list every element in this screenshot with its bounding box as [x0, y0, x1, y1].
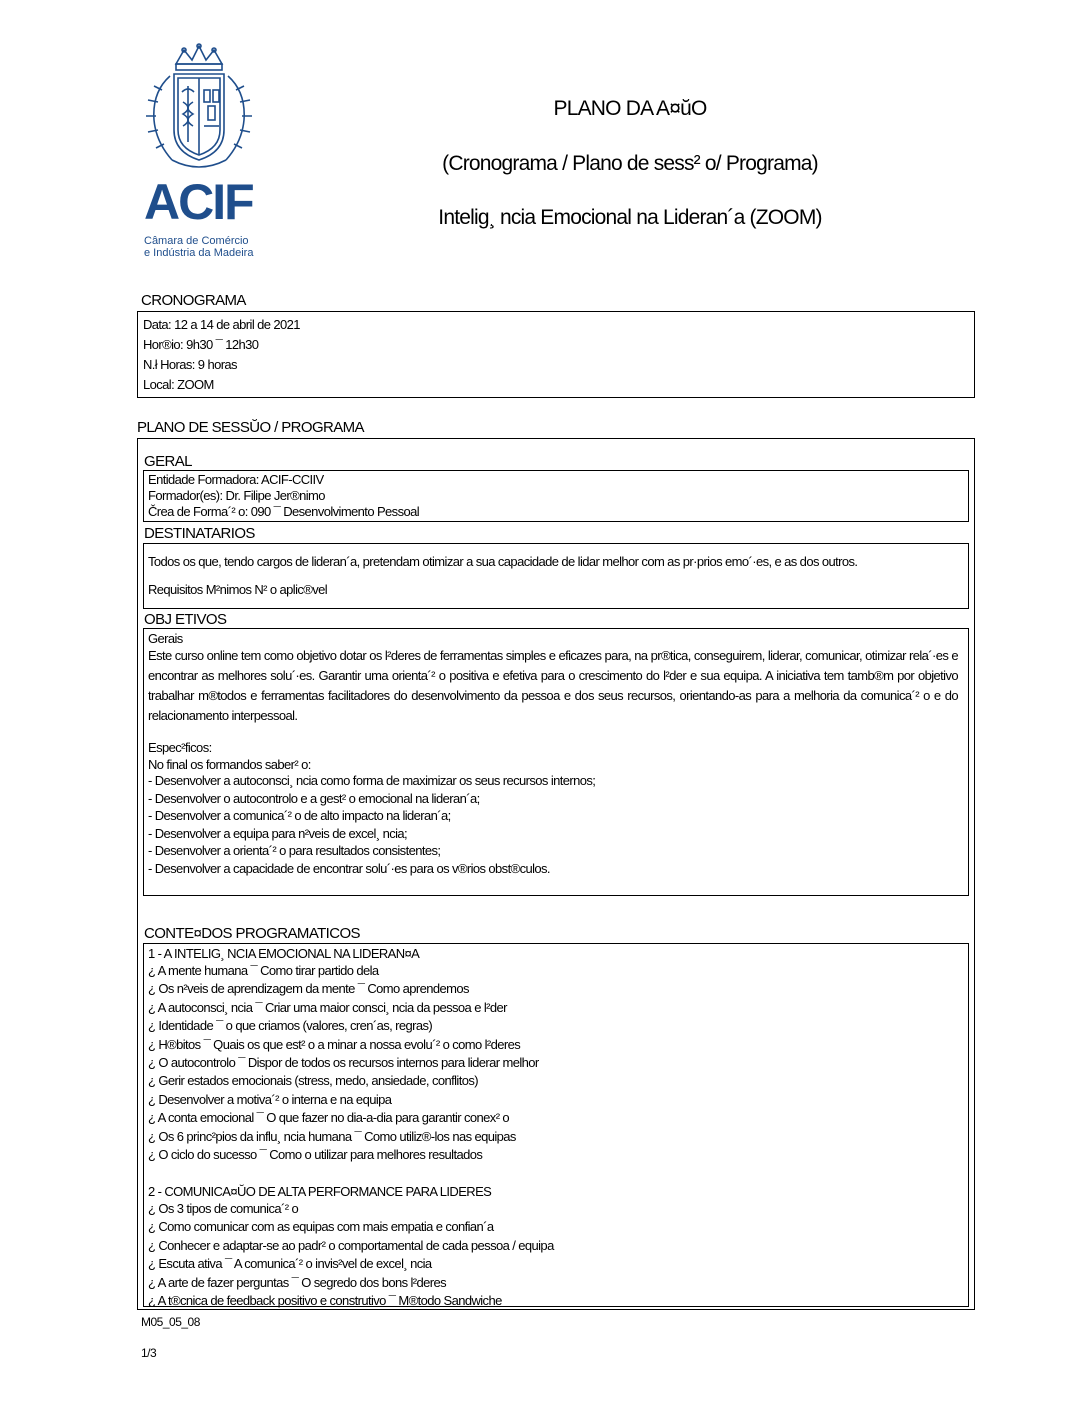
list-item: ¿ O autocontrolo ¯ Dispor de todos os recursos internos para liderar melhor	[148, 1055, 539, 1071]
list-item: - Desenvolver a autoconsci¸ ncia como forma de maximizar os seus recursos internos;	[148, 773, 596, 788]
destinatarios-heading: DESTINATARIOS	[144, 525, 255, 542]
cronograma-location: Local: ZOOM	[143, 377, 214, 392]
module2-title: 2 - COMUNICA¤ŬO DE ALTA PERFORMANCE PARA LIDERES	[148, 1184, 492, 1199]
geral-box	[143, 470, 969, 522]
cronograma-date: Data: 12 a 14 de abril de 2021	[143, 317, 300, 332]
list-item: - Desenvolver o autocontrolo e a gest² o emocional na lideran´a;	[148, 790, 480, 806]
list-item: - Desenvolver a capacidade de encontrar solu´·es para os v®rios obst®culos.	[148, 860, 550, 876]
objetivos-box	[143, 628, 969, 896]
objetivos-especificos-label: Espec²ficos:	[148, 740, 212, 755]
cronograma-heading: CRONOGRAMA	[141, 292, 246, 309]
objetivos-intro: No final os formandos saber² o:	[148, 757, 311, 772]
acif-logo	[138, 42, 260, 257]
destinatarios-box	[143, 543, 969, 609]
cronograma-hours: N.ł Horas: 9 horas	[143, 357, 237, 372]
list-item: - Desenvolver a equipa para n²veis de excel¸ ncia;	[148, 825, 408, 841]
geral-lines	[148, 472, 419, 520]
list-item: ¿ A t®cnica de feedback positivo e construtivo ¯ M®todo Sandwiche	[148, 1293, 502, 1309]
list-item: ¿ Identidade ¯ o que criamos (valores, cren´as, regras)	[148, 1018, 433, 1034]
module1-list	[148, 962, 539, 1164]
list-item: ¿ Os 6 princ²pios da influ¸ ncia humana ¯ Como utiliz®-los nas equipas	[148, 1128, 516, 1144]
list-item: ¿ A conta emocional ¯ O que fazer no dia-a-dia para garantir conex² o	[148, 1110, 510, 1126]
document-code: M05_05_08	[141, 1315, 200, 1329]
list-item: ¿ Os n²veis de aprendizagem da mente ¯ Como aprendemos	[148, 981, 469, 997]
list-item: ¿ A autoconsci¸ ncia ¯ Criar uma maior consci¸ ncia da pessoa e l²der	[148, 999, 507, 1015]
list-item: ¿ A arte de fazer perguntas ¯ O segredo dos bons l²deres	[148, 1274, 447, 1290]
list-item: ¿ Desenvolver a motiva´² o interna e na equipa	[148, 1091, 392, 1107]
destinatarios-text: Todos os que, tendo cargos de lideran´a, pretendam otimizar a sua capacidade de lidar melhor com as pr·prios emo´·es, e as dos outros.	[148, 554, 858, 569]
page-title: PLANO DA A¤ŭO	[553, 97, 707, 120]
list-item: - Desenvolver a orienta´² o para resultados consistentes;	[148, 843, 441, 858]
cronograma-lines	[143, 315, 300, 395]
list-item: ¿ Os 3 tipos de comunica´² o	[148, 1201, 299, 1216]
conteudos-box	[143, 943, 969, 1307]
list-item: ¿ Escuta ativa ¯ A comunica´² o invis²vel de excel¸ ncia	[148, 1256, 432, 1272]
logo-subtitle-1: Câmara de Comércio	[144, 235, 249, 247]
geral-entity: Entidade Formadora: ACIF-CCIIV	[148, 472, 324, 487]
module2-list	[148, 1200, 554, 1310]
list-item: ¿ A mente humana ¯ Como tirar partido dela	[148, 963, 379, 978]
list-item: ¿ O ciclo do sucesso ¯ Como o utilizar para melhores resultados	[148, 1147, 483, 1163]
objetivos-list	[148, 772, 595, 877]
cronograma-box	[137, 311, 975, 398]
list-item: ¿ Como comunicar com as equipas com mais empatia e confian´a	[148, 1219, 494, 1235]
list-item: - Desenvolver a comunica´² o de alto impacto na lideran´a;	[148, 808, 451, 823]
list-item: ¿ Conhecer e adaptar-se ao padr² o comportamental de cada pessoa / equipa	[148, 1237, 554, 1253]
page-subtitle: (Cronograma / Plano de sess² o/ Programa)	[442, 152, 818, 175]
conteudos-heading: CONTE¤DOS PROGRAMATICOS	[144, 925, 360, 942]
requisitos-text: Requisitos M²nimos N² o aplic®vel	[148, 582, 328, 597]
page-number: 1/3	[141, 1346, 157, 1360]
geral-trainer: Formador(es): Dr. Filipe Jer®nimo	[148, 488, 325, 503]
objetivos-gerais-text: Este curso online tem como objetivo dotar os l²deres de ferramentas simples e eficazes para, na pr®tica, conseguirem, liderar, comunicar, otimizar rela´·es e encontrar as melhores solu´·es. Garantir uma orienta´² o positiva e efetiva para o crescimento do l²der e sua equipa. A iniciativa tem tamb®m por objetivo trabalhar m®todos e ferramentas facilitadores do desenvolvimento da pessoa e dos seus recursos, orientando-as para a melhoria da comunica´² o e do relacionamento interpessoal.	[148, 648, 958, 723]
plano-heading: PLANO DE SESSŬO / PROGRAMA	[137, 419, 364, 436]
course-title: Intelig¸ ncia Emocional na Lideran´a (ZOOM)	[438, 206, 822, 229]
logo-brand: ACIF	[144, 174, 253, 230]
objetivos-heading: OBJ ETIVOS	[144, 611, 227, 628]
objetivos-gerais-label: Gerais	[148, 631, 183, 646]
logo-subtitle-2: e Indústria da Madeira	[144, 247, 254, 259]
geral-heading: GERAL	[144, 453, 192, 470]
list-item: ¿ Gerir estados emocionais (stress, medo, ansiedade, conflitos)	[148, 1073, 478, 1089]
coat-of-arms-icon	[138, 42, 260, 174]
module1-title: 1 - A INTELIG¸ NCIA EMOCIONAL NA LIDERAN¤A	[148, 946, 420, 961]
list-item: ¿ H®bitos ¯ Quais os que est² o a minar a nossa evolu´² o como l²deres	[148, 1036, 521, 1052]
cronograma-time: Hor®io: 9h30 ¯ 12h30	[143, 337, 259, 352]
geral-area: Črea de Forma´² o: 090 ¯ Desenvolvimento Pessoal	[148, 504, 420, 519]
